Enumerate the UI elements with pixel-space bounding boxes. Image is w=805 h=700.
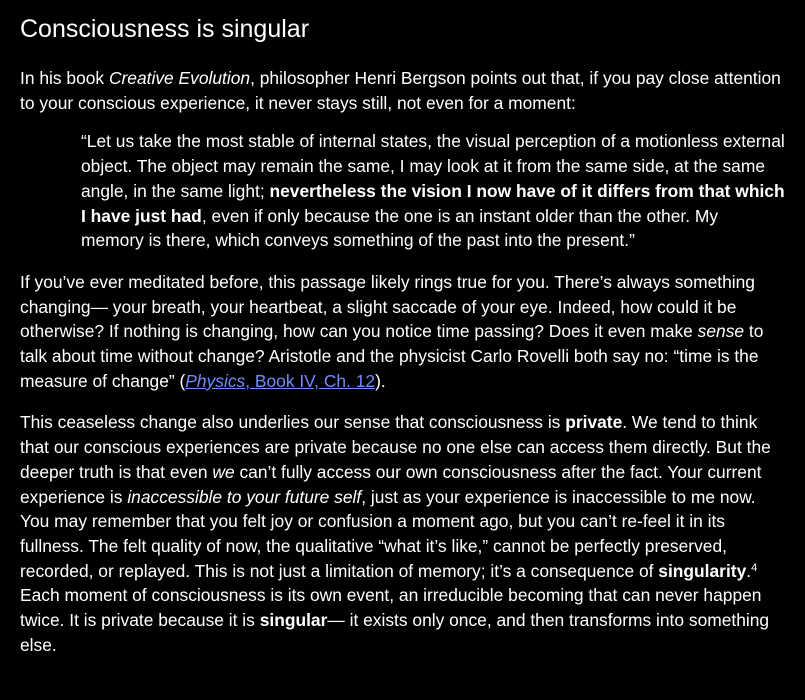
footnote-marker[interactable]: 4 — [751, 561, 758, 574]
article-title: Consciousness is singular — [20, 15, 310, 43]
singular-emphasis: singular — [259, 610, 328, 631]
para3-text-7: — it exists only once, and then transforms into something else. — [20, 610, 770, 655]
para3-text-1: This ceaseless change also underlies our sense that consciousness is — [20, 412, 566, 433]
quote-text-1: “Let us take the most stable of internal states, the visual perception of a motionless external object. The object may remain the same, I may look at it from the same side, at the same angle, in the same light; — [81, 131, 785, 201]
bergson-quote — [20, 129, 785, 253]
physics-link-rest: , Book IV, Ch. 12 — [245, 370, 376, 391]
para2-text-1: If you’ve ever meditated before, this passage likely rings true for you. There’s always something changing— your breath, your heartbeat, a slight saccade of your eye. Indeed, how could it be otherwise? If nothing is changing, how can you notice time passing? Does it even make — [20, 271, 755, 342]
physics-link-title: Physics — [185, 370, 246, 391]
private-emphasis: private — [565, 412, 623, 433]
para2-text-3: ). — [375, 370, 386, 391]
para3-text-6: Each moment of consciousness is its own event, an irreducible becoming that can never happen twice. It is private because it is — [20, 585, 762, 631]
inaccessible-emphasis: inaccessible to your future self — [127, 486, 362, 507]
physics-link[interactable] — [185, 371, 375, 391]
intro-text-1: In his book — [20, 68, 109, 88]
privacy-paragraph — [20, 410, 785, 657]
we-emphasis: we — [212, 461, 235, 482]
book-title: Creative Evolution — [108, 68, 251, 88]
quote-emphasis: nevertheless the vision I now have of it differs from that which I have just had — [81, 180, 785, 226]
para3-text-2: . We tend to think that our conscious experiences are private because no one else can access them directly. But the deeper truth is that even — [20, 412, 771, 482]
quote-text-2: , even if only because the one is an instant older than the other. My memory is there, which conveys something of the past into the present.” — [81, 205, 719, 251]
sense-emphasis: sense — [697, 321, 745, 342]
para3-text-3: can’t fully access our own consciousness after the fact. Your current experience is — [20, 461, 762, 507]
para3-text-5: . — [746, 560, 752, 581]
intro-text-2: , philosopher Henri Bergson points out that, if you pay close attention to your conscious experience, it never stays still, not even for a moment: — [20, 68, 781, 113]
para3-text-4: , just as your experience is inaccessible to me now. You may remember that you felt joy or confusion a moment ago, but you can’t re-feel it in its fullness. The felt quality of now, the qualitative “what it’s like,” cannot be perfectly preserved, recorded, or replayed. This is not just a limitation of memory; it’s a consequence of — [20, 486, 756, 581]
meditation-paragraph — [20, 270, 785, 394]
intro-paragraph — [20, 66, 785, 115]
singularity-emphasis: singularity — [658, 560, 747, 581]
para2-text-2: to talk about time without change? Aristotle and the physicist Carlo Rovelli both say no: “time is the measure of change” ( — [20, 321, 764, 391]
